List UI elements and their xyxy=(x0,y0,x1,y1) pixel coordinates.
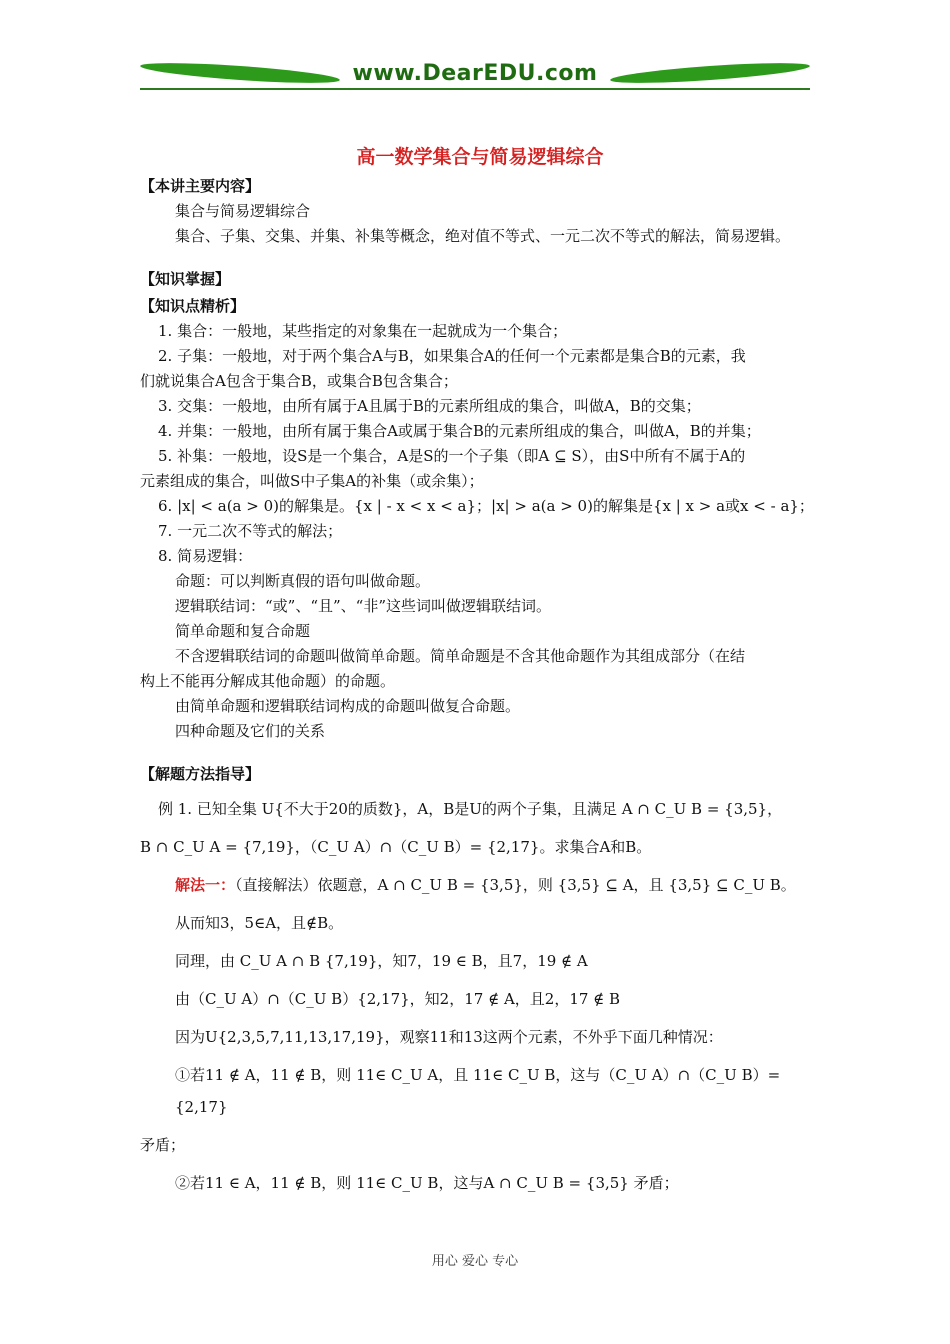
example-line: 例 1. 已知全集 U{不大于20的质数}，A，B是U的两个子集，且满足 A ∩ C_U B = {3,5}， xyxy=(158,800,783,818)
logic-line: 逻辑联结词：“或”、“且”、“非”这些词叫做逻辑联结词。 xyxy=(175,597,552,615)
logic-line: 不含逻辑联结词的命题叫做简单命题。简单命题是不含其他命题作为其组成部分（在结 xyxy=(175,647,746,665)
solution-step: 从而知3，5∈A，且∉B。 xyxy=(175,914,344,932)
point-item: 5. 补集：一般地，设S是一个集合，A是S的一个子集（即A ⊆ S），由S中所有不属于A的 xyxy=(158,447,746,465)
logic-line: 四种命题及它们的关系 xyxy=(175,722,326,740)
point-item: 们就说集合A包含于集合B，或集合B包含集合； xyxy=(140,372,458,390)
logic-line: 构上不能再分解成其他命题）的命题。 xyxy=(140,672,396,690)
page-title: 高一数学集合与简易逻辑综合 xyxy=(356,146,604,168)
left-swoosh-decoration xyxy=(140,59,340,87)
point-item: 6. |x| < a(a > 0)的解集是。{x | - x < x < a}；|x| > a(a > 0)的解集是{x | x > a或x < - a}； xyxy=(158,497,814,515)
solution-step: 矛盾； xyxy=(140,1136,186,1154)
document-body xyxy=(140,145,820,1205)
point-item: 元素组成的集合，叫做S中子集A的补集（或余集）； xyxy=(140,472,484,490)
point-item: 2. 子集：一般地，对于两个集合A与B，如果集合A的任何一个元素都是集合B的元素，我 xyxy=(158,347,746,365)
header-rule xyxy=(140,88,810,90)
point-item: 8. 简易逻辑： xyxy=(158,547,253,565)
main-line: 集合、子集、交集、并集、补集等概念，绝对值不等式、一元二次不等式的解法，简易逻辑。 xyxy=(175,227,791,245)
solution-step: 同理，由 C_U A ∩ B {7,19}，知7，19 ∈ B，且7，19 ∉ A xyxy=(175,952,588,970)
logic-line: 命题：可以判断真假的语句叫做命题。 xyxy=(175,572,431,590)
point-item: 3. 交集：一般地，由所有属于A且属于B的元素所组成的集合，叫做A，B的交集； xyxy=(158,397,701,415)
section-knowledge: 【知识掌握】 xyxy=(140,270,231,288)
solution-text: （直接解法）依题意，A ∩ C_U B = {3,5}，则 {3,5} ⊆ A，且 {3,5} ⊆ C_U B。 xyxy=(235,876,796,894)
page-footer: 用心 爱心 专心 xyxy=(431,1254,519,1269)
solution-step: 因为U{2,3,5,7,11,13,17,19}，观察11和13这两个元素，不外乎下面几种情况： xyxy=(175,1028,723,1046)
main-line: 集合与简易逻辑综合 xyxy=(175,202,311,220)
solution-step: 由（C_U A）∩（C_U B）{2,17}，知2，17 ∉ A，且2，17 ∉ B xyxy=(175,990,621,1008)
site-header xyxy=(140,58,810,98)
section-points: 【知识点精析】 xyxy=(140,297,246,315)
logic-line: 简单命题和复合命题 xyxy=(175,622,311,640)
right-swoosh-decoration xyxy=(610,59,810,87)
solution-line xyxy=(140,869,820,901)
point-item: 1. 集合：一般地，某些指定的对象集在一起就成为一个集合； xyxy=(158,322,568,340)
solution-step: ①若11 ∉ A，11 ∉ B，则 11∈ C_U A，且 11∈ C_U B，这与（C_U A）∩（C_U B）= {2,17} xyxy=(175,1066,781,1116)
section-main-content: 【本讲主要内容】 xyxy=(140,177,261,195)
point-item: 7. 一元二次不等式的解法； xyxy=(158,522,343,540)
site-logo: www.DearEDU.com xyxy=(345,61,605,86)
point-item: 4. 并集：一般地，由所有属于集合A或属于集合B的元素所组成的集合，叫做A，B的并集； xyxy=(158,422,761,440)
example-line: B ∩ C_U A = {7,19}，（C_U A）∩（C_U B）= {2,17}。求集合A和B。 xyxy=(140,838,652,856)
logic-line: 由简单命题和逻辑联结词构成的命题叫做复合命题。 xyxy=(175,697,521,715)
section-methods: 【解题方法指导】 xyxy=(140,765,261,783)
solution-step: ②若11 ∈ A，11 ∉ B，则 11∈ C_U B，这与A ∩ C_U B = {3,5} 矛盾； xyxy=(175,1174,679,1192)
solution-label: 解法一： xyxy=(175,876,236,894)
